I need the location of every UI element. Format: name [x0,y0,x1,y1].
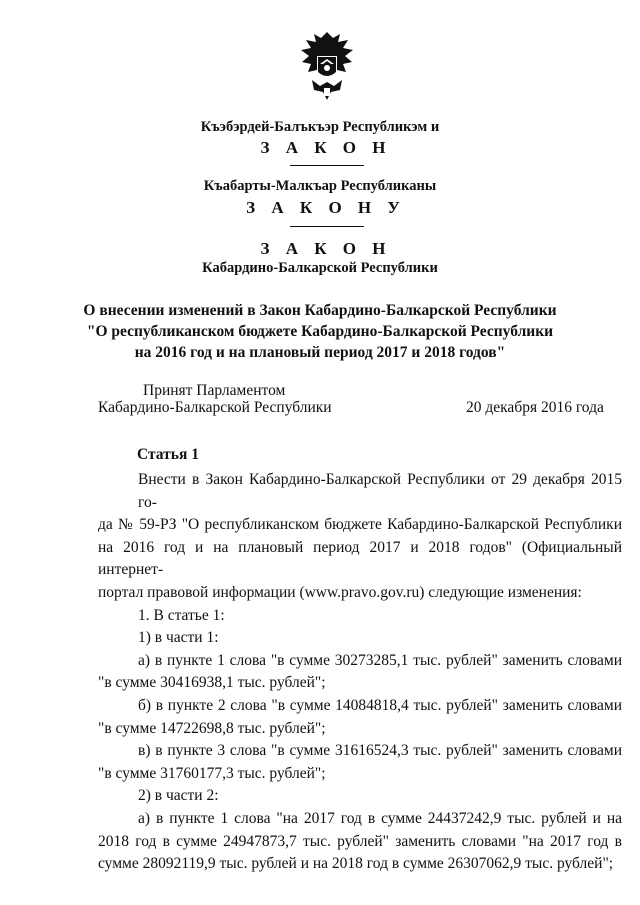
adoption-line-2: Кабардино-Балкарской Республики [98,399,332,416]
header-language-line-balkar: Къабарты-Малкъар Республиканы [203,178,437,194]
article-line: а) в пункте 1 слова "на 2017 год в сумме 24437242,9 тыс. рублей и на [138,809,622,827]
header-law-word-kabardian: З А К О Н [260,138,392,157]
article-body [98,469,622,876]
article-line: на 2016 год и на плановый период 2017 и 2018 годов" (Официальный интернет- [98,538,622,579]
article-line: 1. В статье 1: [138,606,225,624]
article-line: "в сумме 14722698,8 тыс. рублей"; [98,719,326,737]
adoption-date: 20 декабря 2016 года [466,399,604,416]
header-language-line-russian: Кабардино-Балкарской Республики [202,260,438,276]
article-line: да № 59-РЗ "О республиканском бюджете Кабардино-Балкарской Республики [98,516,622,534]
article-line: портал правовой информации (www.pravo.gov.ru) следующие изменения: [98,583,582,601]
article-line: сумме 28092119,9 тыс. рублей и на 2018 год в сумме 26307062,9 тыс. рублей"; [98,855,614,873]
header-law-word-balkar: З А К О Н У [246,198,406,217]
article-line: а) в пункте 1 слова "в сумме 30273285,1 тыс. рублей" заменить словами [138,651,622,669]
article-line: 2018 год в сумме 24947873,7 тыс. рублей" заменить словами "на 2017 год в [98,832,622,850]
article-line: в) в пункте 3 слова "в сумме 31616524,3 тыс. рублей" заменить словами [138,742,622,760]
title-line-3: на 2016 год и на плановый период 2017 и 2018 годов" [134,344,506,361]
header-law-word-russian: З А К О Н [260,239,392,258]
article-line: "в сумме 30416938,1 тыс. рублей"; [98,674,326,692]
document-title [0,300,640,363]
article-line: 2) в части 2: [138,787,219,805]
article-line: 1) в части 1: [138,629,219,647]
article-line: б) в пункте 2 слова "в сумме 14084818,4 тыс. рублей" заменить словами [138,696,622,714]
divider-2 [290,226,364,227]
coat-of-arms-emblem [298,30,356,104]
adoption-line-1: Принят Парламентом [143,382,286,399]
title-line-1: О внесении изменений в Закон Кабардино-Балкарской Республики [83,302,557,319]
title-line-2: "О республиканском бюджете Кабардино-Балкарской Республики [86,323,554,340]
header-language-line-kabardian: Къэбэрдей-Балъкъэр Республикэм и [200,119,440,135]
divider-1 [290,165,364,166]
article-heading: Статья 1 [137,446,199,463]
article-line: Внести в Закон Кабардино-Балкарской Республики от 29 декабря 2015 го- [138,471,622,511]
article-line: "в сумме 31760177,3 тыс. рублей"; [98,764,326,782]
